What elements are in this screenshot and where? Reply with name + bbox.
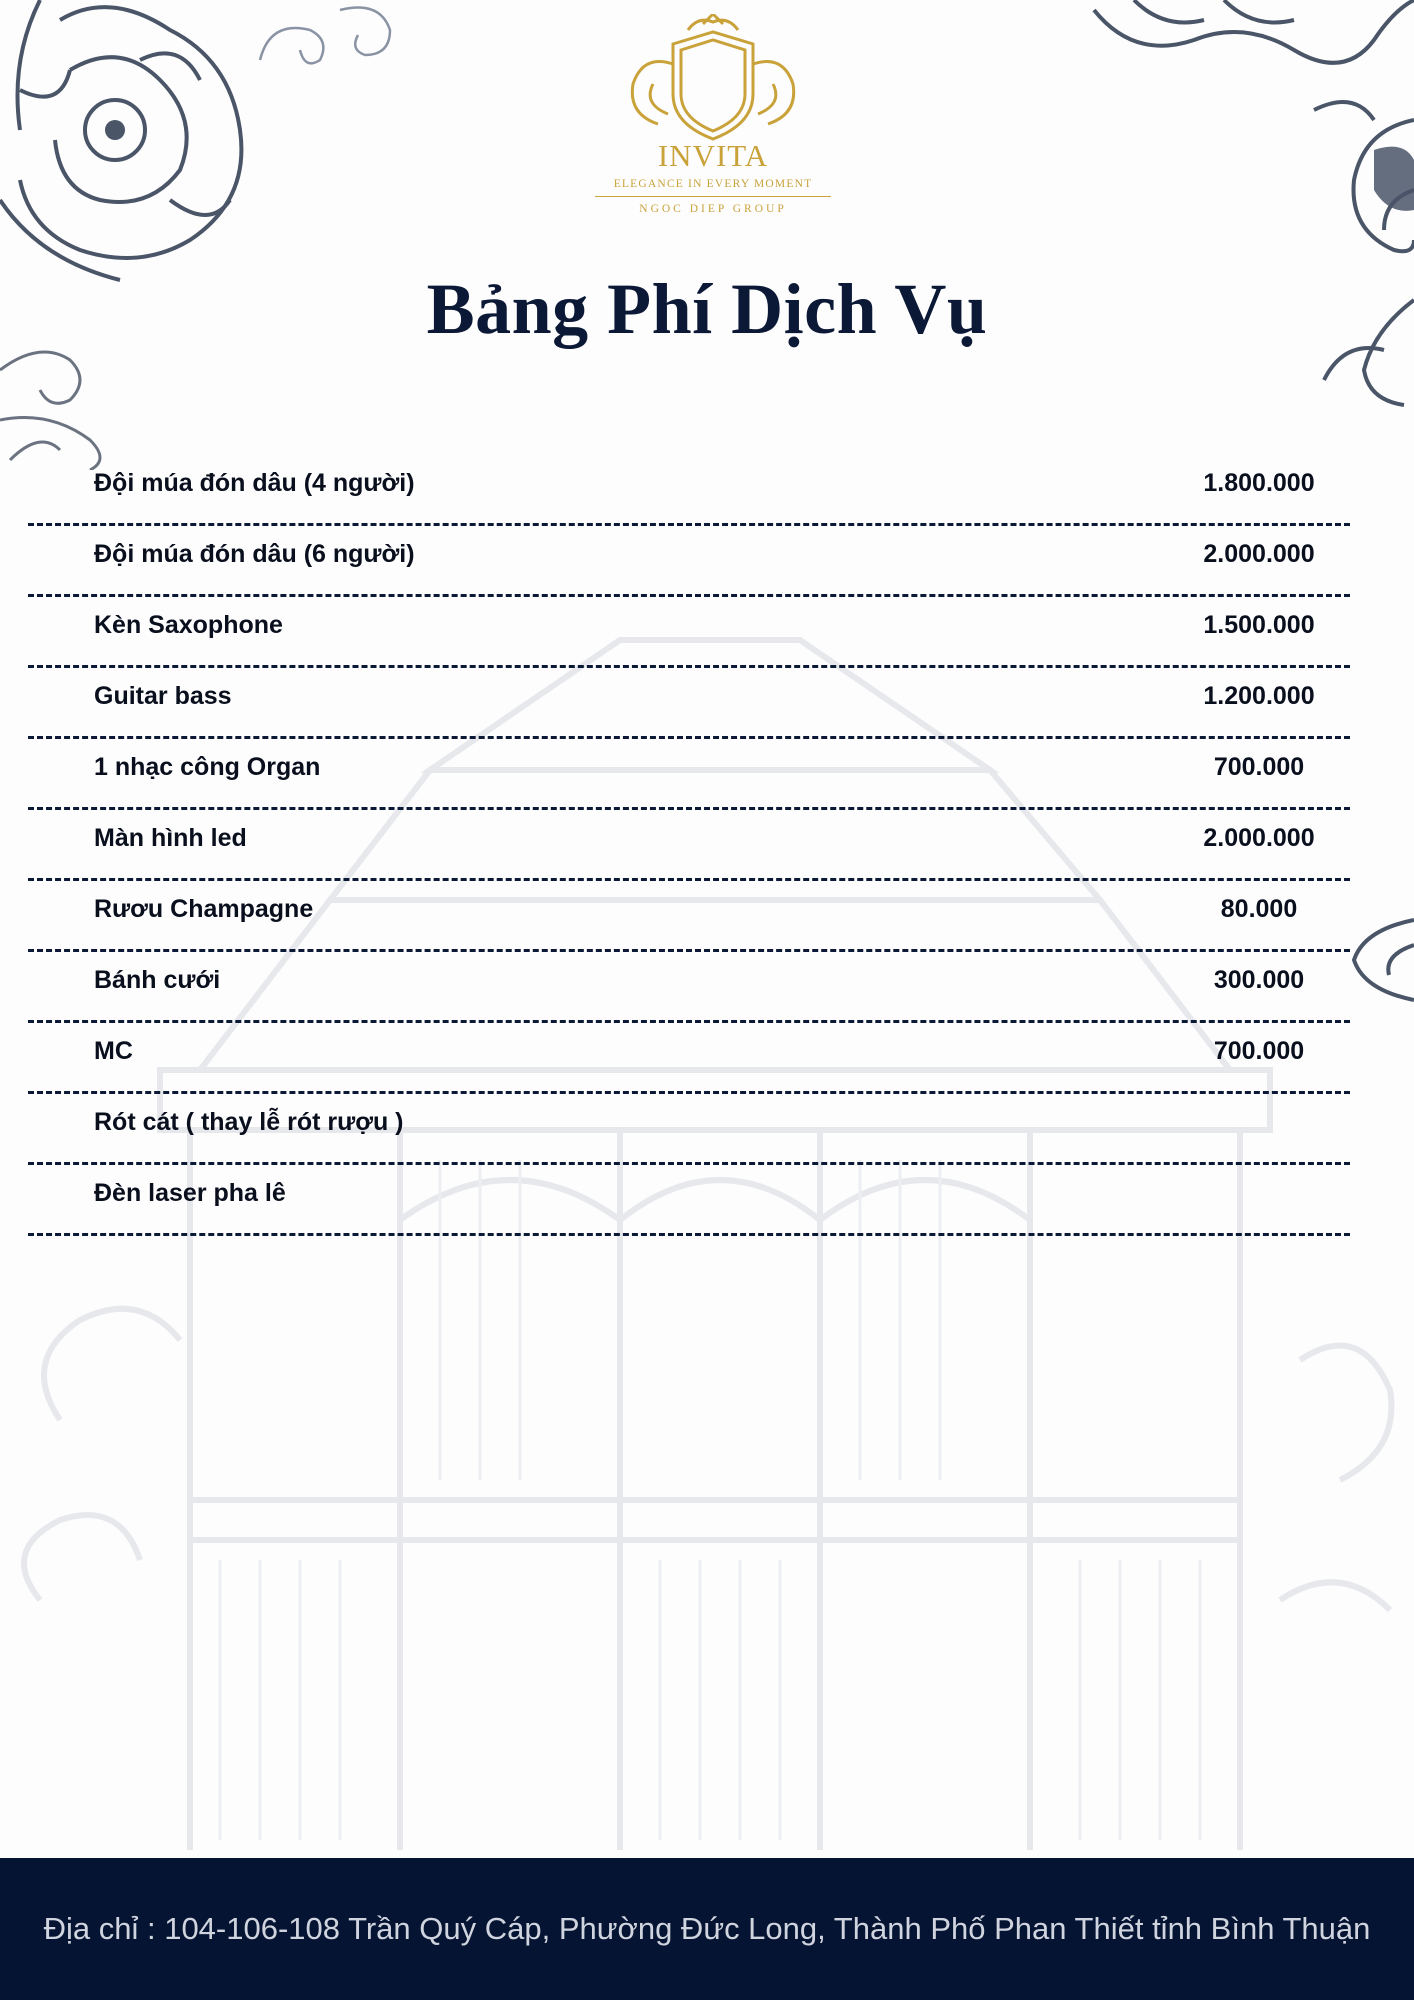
service-name: Rươu Champagne [94,895,314,923]
flower-ornament-icon [250,0,400,80]
service-name: Guitar bass [94,682,232,710]
table-row [28,1094,1350,1165]
table-row [28,597,1350,668]
crest-icon [613,14,813,144]
footer-address: Địa chỉ : 104-106-108 Trần Quý Cáp, Phường Đức Long, Thành Phố Phan Thiết tỉnh Bình Thuận [43,1911,1371,1946]
brand-tagline: ELEGANCE IN EVERY MOMENT [595,178,831,197]
service-price-list [0,455,1414,1236]
service-price: 1.800.000 [1203,469,1315,497]
page-title: Bảng Phí Dịch Vụ [426,269,988,349]
table-row [28,952,1350,1023]
invita-crest-logo [595,14,831,226]
table-row [28,668,1350,739]
service-name: Đội múa đón dâu (6 người) [94,540,415,568]
service-price: 300.000 [1213,966,1305,994]
brand-name: INVITA [657,138,769,173]
table-row [28,1023,1350,1094]
service-name: Kèn Saxophone [94,611,283,639]
table-row [28,526,1350,597]
service-name: 1 nhạc công Organ [94,753,321,781]
brand-group: NGOC DIEP GROUP [639,203,787,215]
table-row [28,455,1350,526]
service-price: 700.000 [1213,1037,1305,1065]
table-row [28,810,1350,881]
flower-ornament-icon [1074,0,1414,420]
flower-ornament-icon [0,0,260,300]
service-price: 80.000 [1220,895,1298,923]
service-name: Rót cát ( thay lễ rót rượu ) [94,1108,404,1136]
service-name: Đội múa đón dâu (4 người) [94,469,415,497]
service-price: 700.000 [1213,753,1305,781]
table-row [28,1165,1350,1236]
service-name: Bánh cưới [94,966,221,994]
service-price: 1.200.000 [1203,682,1315,710]
service-name: Màn hình led [94,824,247,852]
service-name: Đèn laser pha lê [94,1179,286,1207]
footer [0,1858,1414,2000]
table-row [28,739,1350,810]
service-price: 2.000.000 [1203,540,1315,568]
table-row [28,881,1350,952]
service-price: 1.500.000 [1203,611,1315,639]
flower-ornament-icon [0,330,120,470]
service-name: MC [94,1037,133,1065]
service-price: 2.000.000 [1203,824,1315,852]
